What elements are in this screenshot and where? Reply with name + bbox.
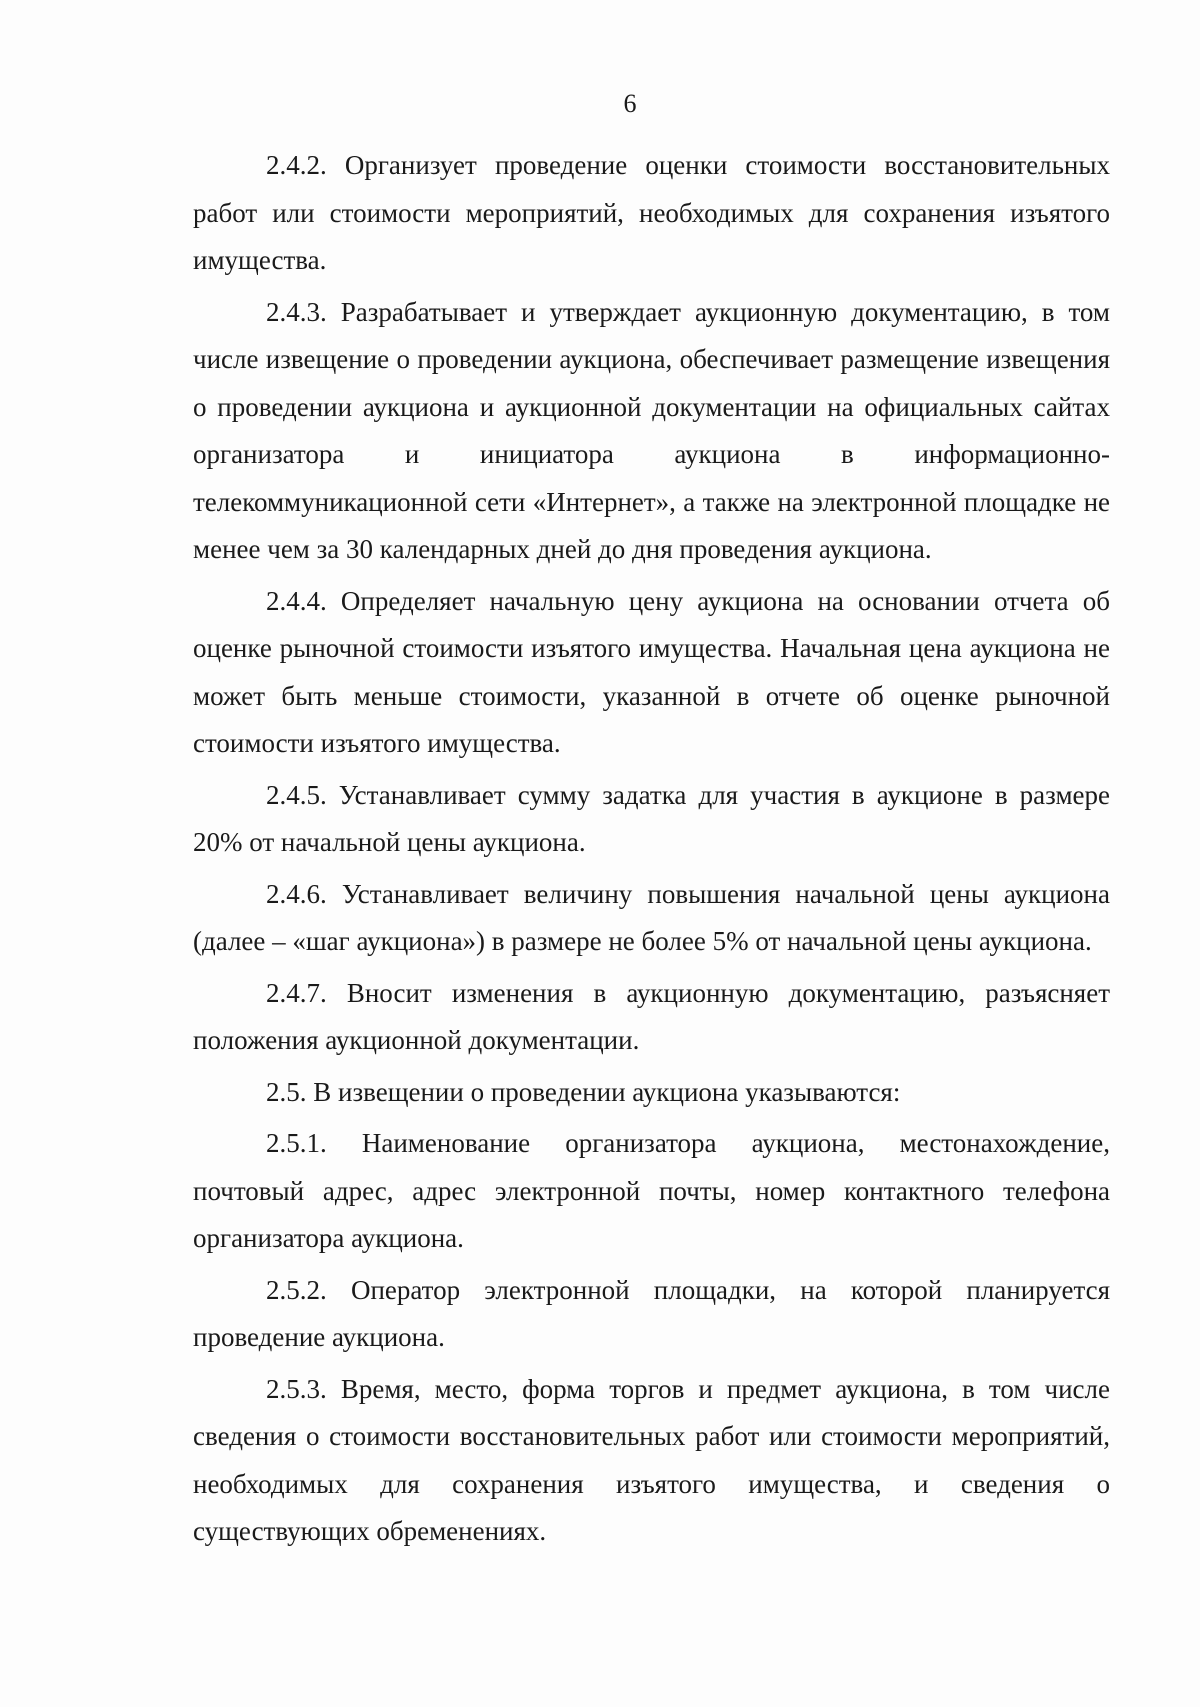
paragraph-2-4-7: 2.4.7. Вносит изменения в аукционную документацию, разъясняет положения аукционной документации.: [193, 977, 1110, 1055]
paragraph-2-4-2: 2.4.2. Организует проведение оценки стоимости восстановительных работ или стоимости мероприятий, необходимых для сохранения изъятого имущества.: [193, 150, 1110, 275]
paragraph-2-4-4: 2.4.4. Определяет начальную цену аукциона на основании отчета об оценке рыночной стоимости изъятого имущества. Начальная цена аукциона не может быть меньше стоимости, указанной в отчете об оценке рыночной стоимости изъятого имущества.: [193, 585, 1110, 758]
paragraph-2-5-1: 2.5.1. Наименование организатора аукциона, местонахождение, почтовый адрес, адрес электронной почты, номер контактного телефона организатора аукциона.: [193, 1128, 1110, 1253]
paragraph-2-5: 2.5. В извещении о проведении аукциона указываются:: [266, 1076, 901, 1107]
paragraph-2-5-2: 2.5.2. Оператор электронной площадки, на которой планируется проведение аукциона.: [193, 1274, 1110, 1352]
paragraph-2-4-6: 2.4.6. Устанавливает величину повышения начальной цены аукциона (далее – «шаг аукциона») в размере не более 5% от начальной цены аукциона.: [193, 878, 1110, 956]
document-body: [193, 142, 1110, 1560]
page-number: 6: [623, 89, 637, 118]
paragraph-2-4-5: 2.4.5. Устанавливает сумму задатка для участия в аукционе в размере 20% от начальной цены аукциона.: [193, 779, 1110, 857]
paragraph-2-4-3: 2.4.3. Разрабатывает и утверждает аукционную документацию, в том числе извещение о проведении аукциона, обеспечивает размещение извещения о проведении аукциона и аукционной документации на официальных сайтах организатора и инициатора аукциона в информационно-телекоммуникационной сети «Интернет», а также на электронной площадке не менее чем за 30 календарных дней до дня проведения аукциона.: [193, 296, 1110, 564]
paragraph-2-5-3: 2.5.3. Время, место, форма торгов и предмет аукциона, в том числе сведения о стоимости восстановительных работ или стоимости мероприятий, необходимых для сохранения изъятого имущества, и сведения о существующих обременениях.: [193, 1373, 1110, 1546]
